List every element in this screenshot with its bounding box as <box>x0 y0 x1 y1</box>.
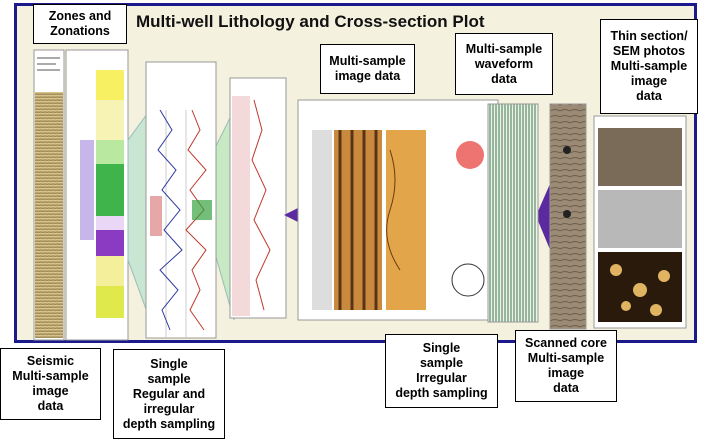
callout-waveform-text: Multi-sample waveform data <box>465 41 543 86</box>
callout-seismic-text: Seismic Multi-sample image data <box>12 354 89 413</box>
core-panel <box>550 104 586 329</box>
callout-single-irregular <box>385 334 498 408</box>
callout-waveform <box>455 33 553 95</box>
waveform-panel <box>488 104 538 322</box>
callout-core-text: Scanned core Multi-sample image data <box>525 336 607 395</box>
thin-section-panel <box>594 116 686 328</box>
callout-zones-text: Zones and Zonations <box>48 9 112 38</box>
log-track-1 <box>146 62 216 338</box>
callout-seismic <box>0 348 101 420</box>
seismic-panel <box>34 50 64 340</box>
image-data-panel <box>298 100 498 320</box>
callout-image-data <box>320 44 415 94</box>
callout-zones <box>33 4 127 44</box>
callout-thin-section-text: Thin section/ SEM photos Multi-sample image data <box>610 29 688 103</box>
log-track-2 <box>230 78 286 318</box>
callout-single-irregular-text: Single sample Irregular depth sampling <box>395 341 488 400</box>
callout-image-data-text: Multi-sample image data <box>329 54 406 83</box>
callout-core <box>515 330 617 402</box>
plot-title: Multi-well Lithology and Cross-section Plot <box>136 12 485 31</box>
zones-panel <box>66 50 128 340</box>
callout-single-regular-text: Single sample Regular and irregular depth sampling <box>122 356 216 431</box>
callout-single-regular <box>113 349 225 439</box>
callout-thin-section <box>600 19 698 114</box>
